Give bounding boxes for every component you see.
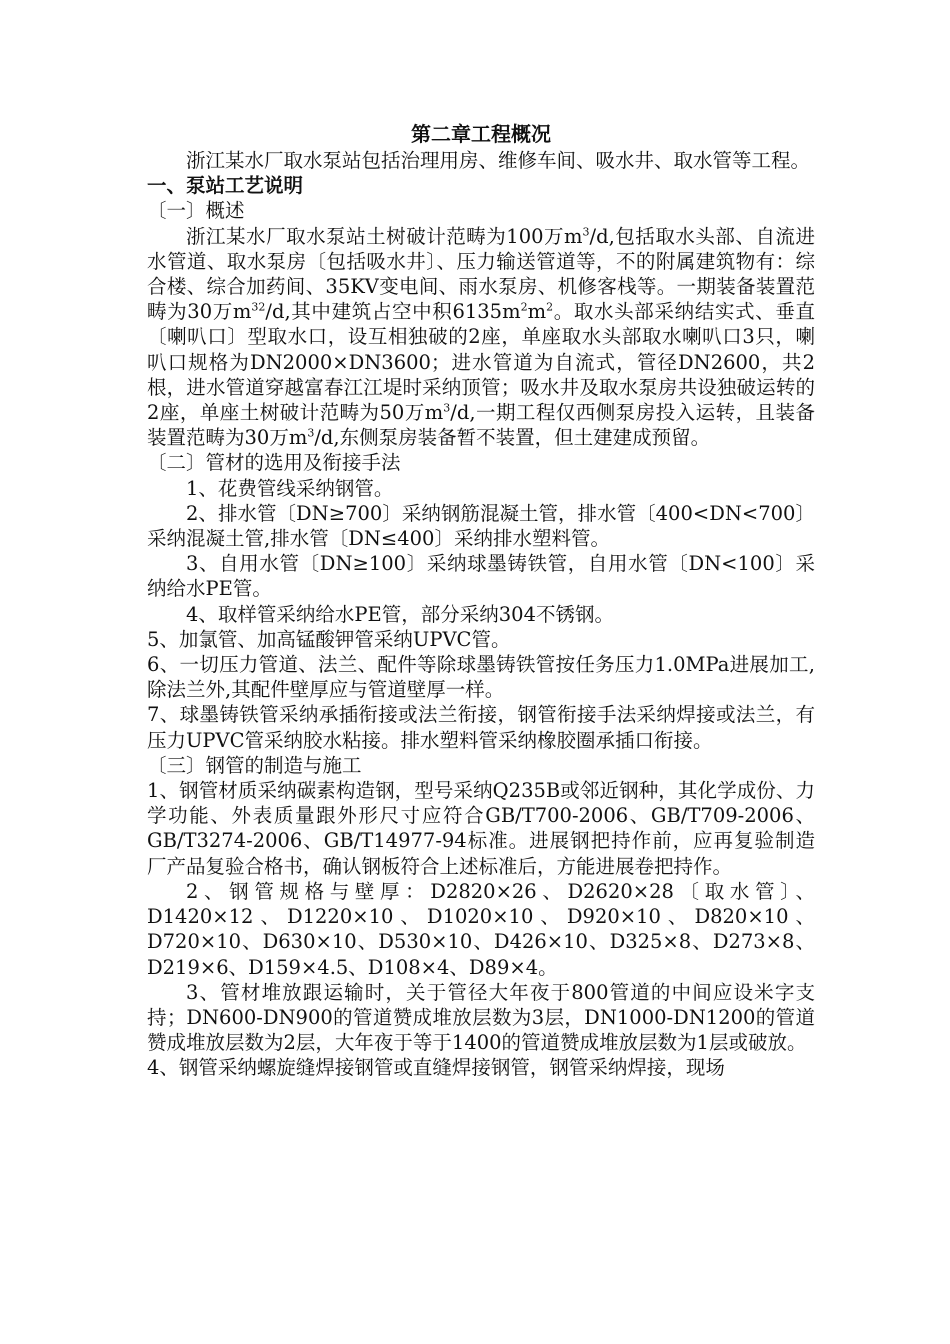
overview-text-d: 。取水头部采纳结实式、垂直〔喇叭口〕型取水口，设互相独破的2座，单座取水头部取水喇叭口3只，喇叭口规格为DN2000×DN3600；进水管道为自流式，管径DN2600，共2根，进水管道穿越富春江江堤时采纳顶管；吸水井及取水泵房共设独破运转的2座，单座土树破计范畴为50万m <box>147 300 815 425</box>
subsection-heading-steel: 〔三〕钢管的制造与施工 <box>147 753 362 777</box>
overview-text-c: /d,其中建筑占空中积6135m <box>265 300 521 324</box>
overview-text-b: /d,包括取水头部、自流进水管道、取水泵房〔包括吸水井〕、压力输送管道等，不的附属建筑物有：综合楼、综合加药间、35KV变电间、雨水泵房、机修客栈等。一期装备装置范畴为30万m <box>147 224 815 324</box>
overview-sup-c1: 2 <box>520 300 528 314</box>
subsection-heading-pipes: 〔二〕管材的选用及衔接手法 <box>147 451 401 475</box>
overview-text-c2: m <box>527 300 547 324</box>
subsection-heading-overview: 〔一〕概述 <box>147 199 245 223</box>
overview-paragraph <box>147 224 815 451</box>
overview-sup-a: 3 <box>582 225 590 239</box>
overview-sup-d: 3 <box>443 401 451 415</box>
intro-paragraph: 浙江某水厂取水泵站包括治理用房、维修车间、吸水井、取水管等工程。 <box>186 149 811 172</box>
overview-sup-e: 3 <box>307 426 315 440</box>
pipe-item-4: 4、取样管采纳给水PE管，部分采纳304不锈钢。 <box>186 602 614 626</box>
steel-item-4: 4、钢管采纳螺旋缝焊接钢管或直缝焊接钢管，钢管采纳焊接，现场 <box>147 1056 725 1080</box>
steel-item-1: 1、钢管材质采纳碳素构造钢，型号采纳Q235B或邻近钢种，其化学成份、力学功能、外表质量跟外形尺寸应符合GB/T700-2006、GB/T709-2006、GB/T3274-2006、GB/T14977-94标准。进展钢把持作前，应再复验制造厂产品复验合格书，确认钢板符合上述标准后，方能进展卷把持作。 <box>147 779 815 878</box>
section-heading-1: 一、泵站工艺说明 <box>147 174 304 198</box>
pipe-item-2: 2、排水管〔DN≥700〕采纳钢筋混凝土管，排水管〔400<DN<700〕采纳混凝土管,排水管〔DN≤400〕采纳排水塑料管。 <box>147 501 815 551</box>
pipe-item-5: 5、加氯管、加高锰酸钾管采纳UPVC管。 <box>147 627 511 651</box>
chapter-title: 第二章工程概况 <box>411 122 551 146</box>
steel-item-3: 3、管材堆放跟运输时，关于管径大年夜于800管道的中间应设米字支持；DN600-DN900的管道赞成堆放层数为3层，DN1000-DN1200的管道赞成堆放层数为2层，大年夜于等于1400的管道赞成堆放层数为1层或破放。 <box>147 980 815 1055</box>
overview-text-e: /d,一期工程仅西侧泵房投入运转，且装备装置范畴为30万m <box>147 401 815 450</box>
overview-sup-c2: 2 <box>546 300 554 314</box>
overview-sup-b: 32 <box>251 300 266 314</box>
document-page <box>147 120 815 1081</box>
pipe-item-1: 1、花费管线采纳钢管。 <box>186 476 394 500</box>
pipe-item-6: 6、一切压力管道、法兰、配件等除球墨铸铁管按任务压力1.0MPa进展加工,除法兰外,其配件壁厚应与管道壁厚一样。 <box>147 653 815 702</box>
pipe-item-3: 3、自用水管〔DN≥100〕采纳球墨铸铁管，自用水管〔DN<100〕采纳给水PE管。 <box>147 552 815 601</box>
steel-item-2: 2、钢管规格与壁厚：D2820×26、D2620×28〔取水管〕、D1420×12、D1220×10、D1020×10、D920×10、D820×10、D720×10、D630×10、D530×10、D426×10、D325×8、D273×8、D219×6、D159×4.5、D108×4、D89×4。 <box>147 879 815 979</box>
overview-text-a: 浙江某水厂取水泵站土树破计范畴为100万m <box>186 224 583 248</box>
overview-text-f: /d,东侧泵房装备暂不装置，但土建建成预留。 <box>314 426 711 450</box>
pipe-item-7: 7、球墨铸铁管采纳承插衔接或法兰衔接，钢管衔接手法采纳焊接或法兰，有压力UPVC管采纳胶水粘接。排水塑料管采纳橡胶圈承插口衔接。 <box>147 703 815 752</box>
